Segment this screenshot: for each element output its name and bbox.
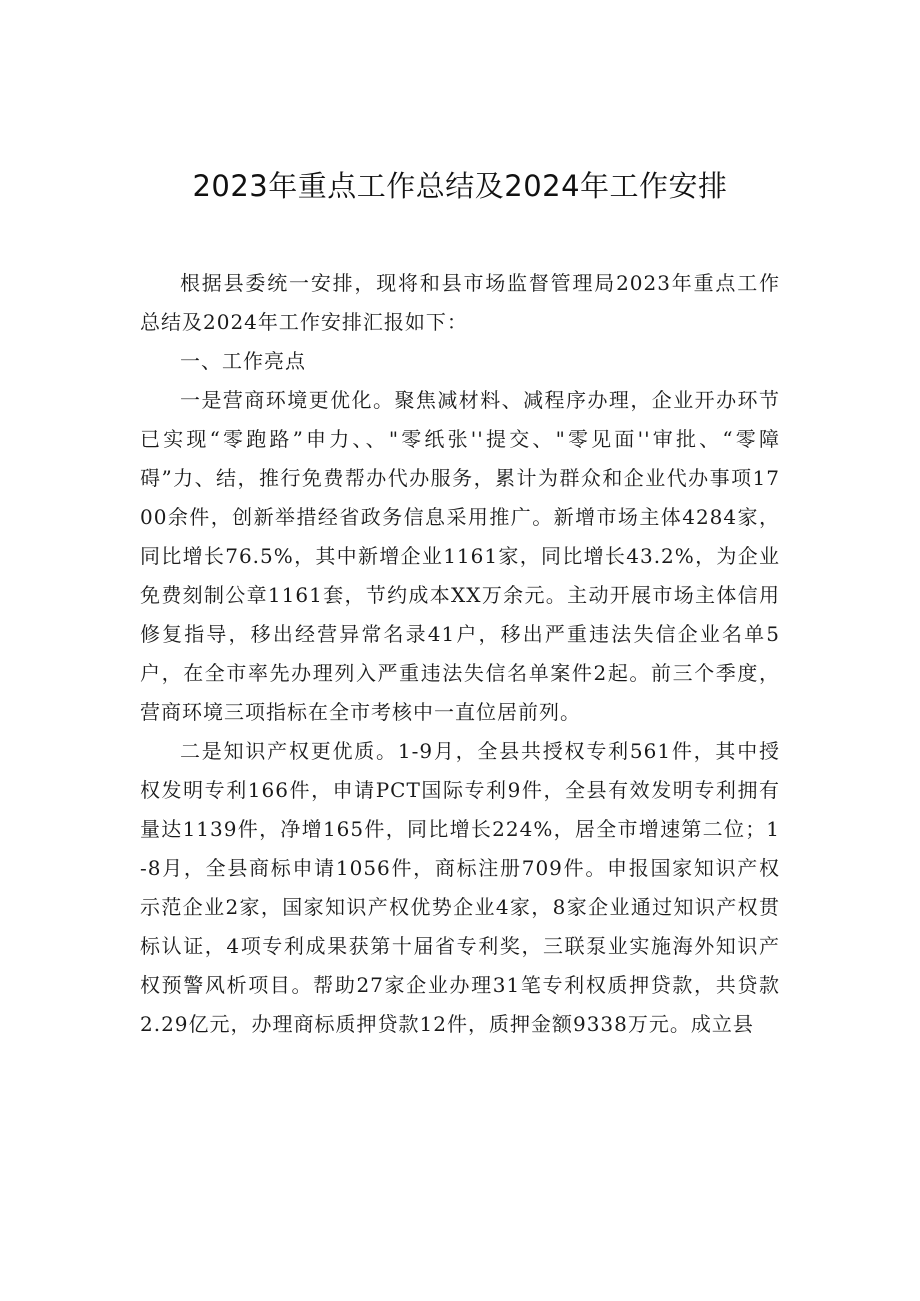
intro-paragraph: 根据县委统一安排，现将和县市场监督管理局2023年重点工作总结及2024年工作安排汇报如下： — [140, 271, 780, 334]
paragraph-intellectual-property: 二是知识产权更优质。1-9月，全县共授权专利561件，其中授权发明专利166件，申请PCT国际专利9件，全县有效发明专利拥有量达1139件，净增165件，同比增长224%，居全市增速第二位；1-8月，全县商标申请1056件，商标注册709件。申报国家知识产权示范企业2家，国家知识产权优势企业4家，8家企业通过知识产权贯标认证，4项专利成果获第十届省专利奖，三联泵业实施海外知识产权预警风析项目。帮助27家企业办理31笔专利权质押贷款，共贷款2.29亿元，办理商标质押贷款12件，质押金额9338万元。成立县 — [140, 739, 780, 1036]
paragraph-business-environment: 一是营商环境更优化。聚焦减材料、减程序办理，企业开办环节已实现“零跑路”申力、、"零纸张''提交、"零见面''审批、“零障碍”力、结，推行免费帮办代办服务，累计为群众和企业代办事项1700余件，创新举措经省政务信息采用推广。新增市场主体4284家，同比增长76.5%，其中新增企业1161家，同比增长43.2%，为企业免费刻制公章1161套，节约成本XX万余元。主动开展市场主体信用修复指导，移出经营异常名录41户，移出严重违法失信企业名单5户，在全市率先办理列入严重违法失信名单案件2起。前三个季度，营商环境三项指标在全市考核中一直位居前列。 — [140, 388, 780, 724]
document-body — [140, 264, 780, 1044]
section-heading: 一、工作亮点 — [180, 349, 306, 373]
document-title: 2023年重点工作总结及2024年工作安排 — [192, 169, 728, 203]
